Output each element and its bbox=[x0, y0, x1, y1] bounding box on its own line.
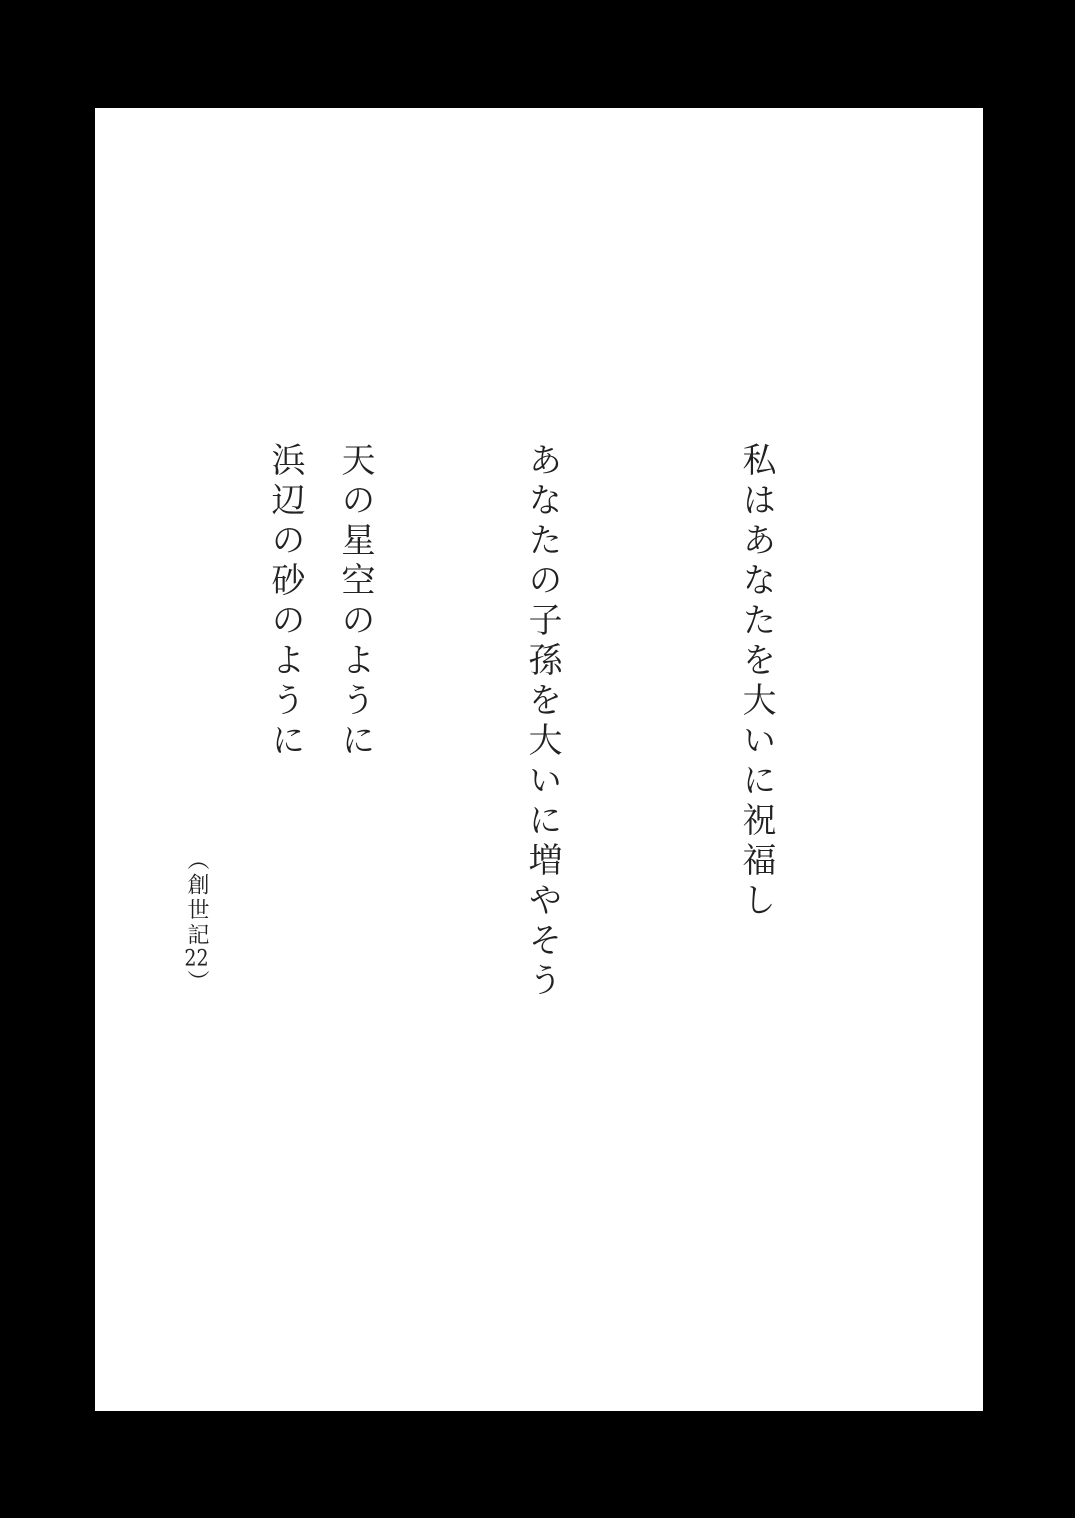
scripture-citation bbox=[184, 848, 208, 995]
poem-line-4: 浜辺の砂のように bbox=[265, 442, 305, 762]
poem-line-2: あなたの子孫を大いに増やそう bbox=[522, 442, 562, 1002]
poem-line-3: 天の星空のように bbox=[335, 442, 375, 762]
poem-line-1: 私はあなたを大いに祝福し bbox=[736, 442, 776, 922]
citation-prefix: （創世記 bbox=[184, 848, 209, 948]
citation-chapter-number: 22 bbox=[184, 948, 209, 970]
poem-page bbox=[95, 108, 983, 1411]
citation-suffix: ） bbox=[184, 970, 209, 995]
